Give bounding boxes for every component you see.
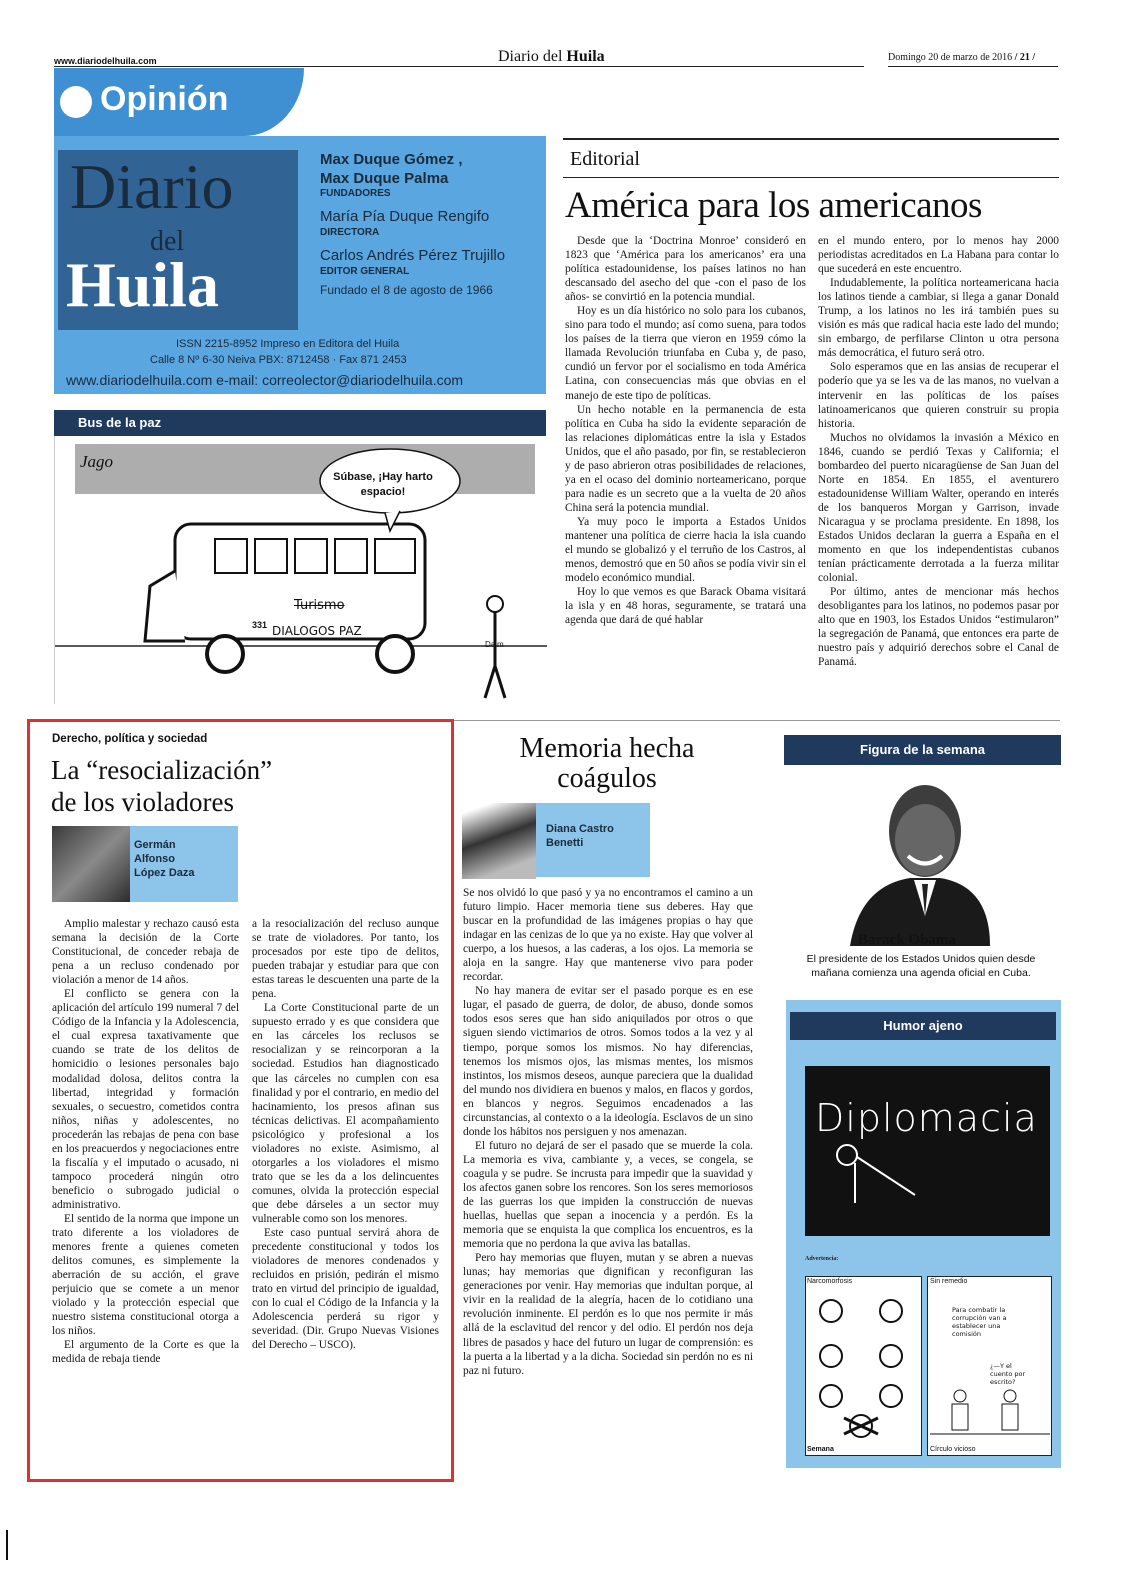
bus-side-text: DIALOGOS PAZ [272,624,362,638]
memoria-title-2: coágulos [557,763,657,794]
humor-note [805,1256,1050,1270]
derecho-author: Germán Alfonso López Daza [134,839,195,879]
editorial-paragraph: Indudablemente, la política norteamericana hacia los latinos tiende a cambiar, si llega a ganar Donald Trump, a los latinos no les irá también pues su visión es más que radical hacia este lado del mundo; sin embargo, de perfilarse Clinton u otra persona más democrática, el futuro será otro. [818,277,1059,360]
humor-header: Humor ajeno [790,1012,1056,1040]
editorial-paragraph: Ya muy poco le importa a Estados Unidos mantener una política de cierre hacia la isla cuando el mundo se globalizó y el terruño de los Castros, al menos, demostró que en 50 años se podía vivir sin el modelo económico mundial. [565,515,806,585]
opinion-dot-icon [60,86,92,118]
masthead-staff [320,150,540,297]
derecho-paragraph: a la resocialización del recluso aunque se trate de violadores. Por tanto, los procesados por este tipo de delitos, pueden trabajar y estudiar para que con estas tareas le descuenten una parte de la pena. [252,918,439,1001]
humor-right-bubble-2: ¿—Y el cuento por escrito? [990,1362,1026,1386]
memoria-author: Diana Castro Benetti [546,823,614,849]
editorial-paragraph: Hoy es un día histórico no solo para los cubanos, sino para todo el mundo; así como suena, para todos los países de la tierra que vieron en 1959 cómo la llamada Revolución triunfaba en Cuba y, de paso, cundió un fervor por el socialismo en toda América Latina, con consecuencias más que obvias en el manejo de este tipo de políticas. [565,305,806,402]
humor-left-footer: Semana [807,1446,834,1453]
derecho-paragraph: Amplio malestar y rechazo causó esta semana la decisión de la Corte Constitucional, de conceder rebaja de pena a un recluso condenado por violación a menor de 14 años. [52,918,239,987]
editorial-paragraph: Desde que la ‘Doctrina Monroe’ consideró en 1823 que ‘América para los americanos’ era una política estadounidense, los países latinos no han descansado del asecho del que -con el paso de los años- se convirtió en la potencia mundial. [565,235,806,304]
figura-photo [840,776,990,946]
obama-portrait [840,776,990,946]
paper-name-a: Diario del [498,48,567,65]
derecho-paragraph: El sentido de la norma que impone un trato diferente a los violadores de menores frente a quienes cometen delitos comunes, es simplemente la aberración de su acción, el grave perjuicio que se comete a un menor violado y la protección especial que nuestro sistema constitucional otorga a los niños. [52,1212,239,1338]
figure-shirt-text: Dalm [485,640,504,649]
site-url[interactable]: www.diariodelhuila.com [54,56,157,66]
editorial-col-2 [818,234,1059,669]
humor-right-bubble-1: Para combatir la corrupción van a establecer una comisión [952,1306,1007,1338]
masthead-address: Calle 8 Nº 6-30 Neiva PBX: 8712458 · Fax 871 2453 [150,354,407,366]
memoria-body [463,886,753,1378]
memoria-paragraph: Pero hay memorias que fluyen, mutan y se abren a nuevas lunas; hay memorias que dignifican y reconfiguran las generaciones por venir. Hay memorias que indultan porque, al vivir en la realidad de la alegría, hacen de lo cotidiano una revolución inminente. El perdón es lo que nos permite ir más allá de la esclavitud del rencor y del odio. El perdón nos deja libres de pasados y hace del futuro un lugar de comprensión: es la puerta a la libertad y a la dicha. Sociedad sin perdón no es ni paz ni futuro. [463,1252,753,1377]
logo-del: del [150,226,185,257]
author-photo [52,826,130,902]
memoria-paragraph: No hay manera de evitar ser el pasado porque es en ese lugar, el pasado de guerra, de dolor, de abuso, donde somos todos esos seres que han sido aniquilados por otros o que siguen siendo victimarios de otros. Somos todos a la vez y al tiempo, porque somos los mismos. No hay diferencias, tenemos los mismos ojos, las mismas mentes, los mismos instintos, los mismos deseos, aunque pareciera que la dualidad del mundo nos dividiera en buenos y malos, en flacos y gordos, en blancos y negros. Seguimos encadenados a las circunstancias, al contexto o a la ideología. Esclavos de un sino donde los hábitos nos persiguen y nos amenazan. [463,985,753,1138]
derecho-title-2: de los violadores [51,787,234,817]
humor-note-label: Advertencia: [805,1256,839,1262]
director-name: María Pía Duque Rengifo [320,208,490,225]
derecho-kicker: Derecho, política y sociedad [52,733,208,745]
editor-role: EDITOR GENERAL [320,266,410,277]
derecho-paragraph: Este caso puntual servirá ahora de precedente constitucional y todos los violadores de menores condenados y recluidos en prisión, pedirán el mismo trato en virtud del principio de igualdad, con lo cual el Código de la Infancia y la Adolescencia perderá su rigor y severidad. (Dir. Grupo Nuevas Visiones del Derecho – USCO). [252,1227,439,1352]
memoria-author-photo [462,803,536,879]
editorial-paragraph: en el mundo entero, por lo menos hay 2000 periodistas acreditados en La Habana para contar lo que sucederá en este encuentro. [818,235,1059,276]
cartoon-signature: Jago [80,452,114,471]
editorial-paragraph: Hoy lo que vemos es que Barack Obama visitará la isla y en 48 horas, seguramente, se tratará una agenda que dará de qué hablar [565,586,806,627]
derecho-paragraph: El argumento de la Corte es que la medida de rebaja tiende [52,1339,239,1366]
derecho-title-1: La “resocialización” [51,755,273,785]
editorial-col-1 [565,234,806,627]
figura-name: Barack Obama [858,932,956,948]
founded-date: Fundado el 8 de agosto de 1966 [320,283,493,297]
editorial-kicker: Editorial [570,148,640,170]
memoria-paragraph: El futuro no dejará de ser el pasado que se muerde la cola. La memoria es viva, cambiante y, a veces, se congela, se coagula y se pudre. Se incrusta para impedir que la suavidad y los afectos ganen sobre los rencores. Son los seres memoriosos de las guerras los que impiden la construcción de nuevas huellas, huellas que sepan a inocencia y a perdón. Es la memoria que se enquista la que complica los encuentros, es la memoria que no perdona la que aviva las batallas. [463,1139,753,1251]
cartoon-panel [54,436,546,704]
editorial-paragraph: Por último, antes de mencionar más hechos desobligantes para los latinos, no podemos pasar por alto que en 1903, los Estados Unidos “estimularon” la segregación de Panamá, que entonces era parte de nuestro país y adquirió derechos sobre el Canal de Panamá. [818,586,1059,669]
date-text: Domingo 20 de marzo de 2016 [888,52,1013,63]
officials-illustration [930,1384,1050,1444]
logo-diario: Diario [70,151,234,222]
paper-name [498,48,605,66]
derecho-paragraph: El conflicto se genera con la aplicación del artículo 199 numeral 7 del Código de la Infancia y la Adolescencia, el cual expresa taxativamente que cuando se trate de los delitos de homicidio o lesiones personales bajo modalidad dolosa, delitos contra la libertad, integridad y formación sexuales, o secuestro, cometidos contra niños, niñas y adolescentes, no procederán las rebajas de pena con base en los preacuerdos y negociaciones entre la fiscalía y el imputado o acusado, ni tampoco procederá ningún otro beneficio o subrogado judicial o administrativo. [52,988,239,1211]
cartoon-section-title: Bus de la paz [78,415,162,430]
bus-number: 331 [252,620,268,630]
figura-caption: El presidente de los Estados Unidos quien desde mañana comienza una agenda oficial en Cuba. [806,953,1036,979]
humor-right-footer: Círculo vicioso [930,1446,976,1453]
page-date [888,52,1035,63]
masthead-web[interactable]: www.diariodelhuila.com e-mail: correolector@diariodelhuila.com [66,372,464,388]
logo-huila: Huila [66,249,219,320]
derecho-col-2 [252,917,439,1352]
cartoon-bus-illustration [55,436,547,704]
cartoon-header [54,410,546,436]
memoria-paragraph: Se nos olvidó lo que pasó y ya no encontramos el camino a un futuro limpio. Hacer memoria tiene sus deberes. Hay que buscar en la profundidad de las imágenes propias o hay que indagar en las cenizas de lo que ya no existe. Hay que volver al cuerpo, a los huesos, a las caderas, a los ojos. La memoria se aloja en la sangre. Hay que mantenerse vivo para poder recordar. [463,887,753,984]
editorial-paragraph: Un hecho notable en la permanencia de esta política en Cuba ha sido la evidente separación de las relaciones diplomáticas entre la isla y Estados Unidos, que el año pasado, por fin, se restablecieron y de paso abrieron otras posibilidades de relaciones, ya en el ocaso del dominio norteamericano, porque para nadie es un secreto que a la vuelta de 20 años China será la potencia mundial. [565,403,806,514]
founders-role: FUNDADORES [320,188,391,199]
top-rule-right [888,66,1058,67]
speech-bubble: Súbase, ¡Hay harto espacio! [333,471,433,498]
editorial-paragraph: Solo esperamos que en las ansias de recuperar el poderío que ya se les va de las manos, no vuelvan a intervenir en las políticas de los países latinoamericanos que quieren construir su propia historia. [818,361,1059,430]
editorial-kicker-rule [563,177,1059,178]
editorial-top-rule [563,138,1059,140]
memoria-title-1: Memoria hecha [519,733,695,764]
director-role: DIRECTORA [320,227,380,238]
page-number: / 21 / [1014,52,1036,63]
founder-2: Max Duque Palma [320,170,449,187]
paper-name-b: Huila [566,48,605,65]
editor-name: Carlos Andrés Pérez Trujillo [320,247,506,264]
editorial-title: América para los americanos [565,185,982,226]
margin-mark [6,1530,8,1560]
masthead-issn: ISSN 2215-8952 Impreso en Editora del Huila [176,338,400,350]
derecho-col-1 [52,917,239,1367]
founder-1: Max Duque Gómez , [320,151,463,168]
figura-header: Figura de la semana [784,735,1061,765]
humor-left-title: Narcomorfosis [807,1278,853,1285]
editorial-paragraph: Muchos no olvidamos la invasión a México en 1846, cuando se perdió Texas y California; el bombardeo del puerto nicaragüense de San Juan del Norte en 1854. En 1855, el aventurero estadounidense William Walter, operando en interés de los banqueros Morgan y Garrison, invade Nicaragua y se proclama presidente. En 1898, los Estados Unidos declaran la guerra a España en el momento en que los independentistas cubanos tenían prácticamente derrotada a la fuerza militar colonial. [818,431,1059,585]
bus-sign: Turismo [294,598,345,613]
diplomacia-text: Diplomacia [815,1096,1038,1140]
scissors-icon [825,1135,925,1205]
humor-right-title: Sin remedio [930,1278,968,1285]
opinion-label: Opinión [100,80,229,118]
top-rule-left [54,66,864,67]
memoria-title [462,734,752,794]
derecho-paragraph: La Corte Constitucional parte de un supuesto errado y es que considera que en las cárceles los reclusos se resocializan y se reincorporan a la sociedad. Estudios han diagnosticado que las cárceles no cumplen con esa finalidad y por el contrario, en medio del hacinamiento, los presos afinan sus técnicas delictivas. El acompañamiento psicológico y profesional a los violadores no existe. Asimismo, al otorgarles a los violadores el mismo trato que se les da a los delincuentes comunes, olvida la protección especial que debe dárseles a un sector muy vulnerable como son los menores. [252,1002,439,1225]
skulls-illustration [806,1286,921,1446]
